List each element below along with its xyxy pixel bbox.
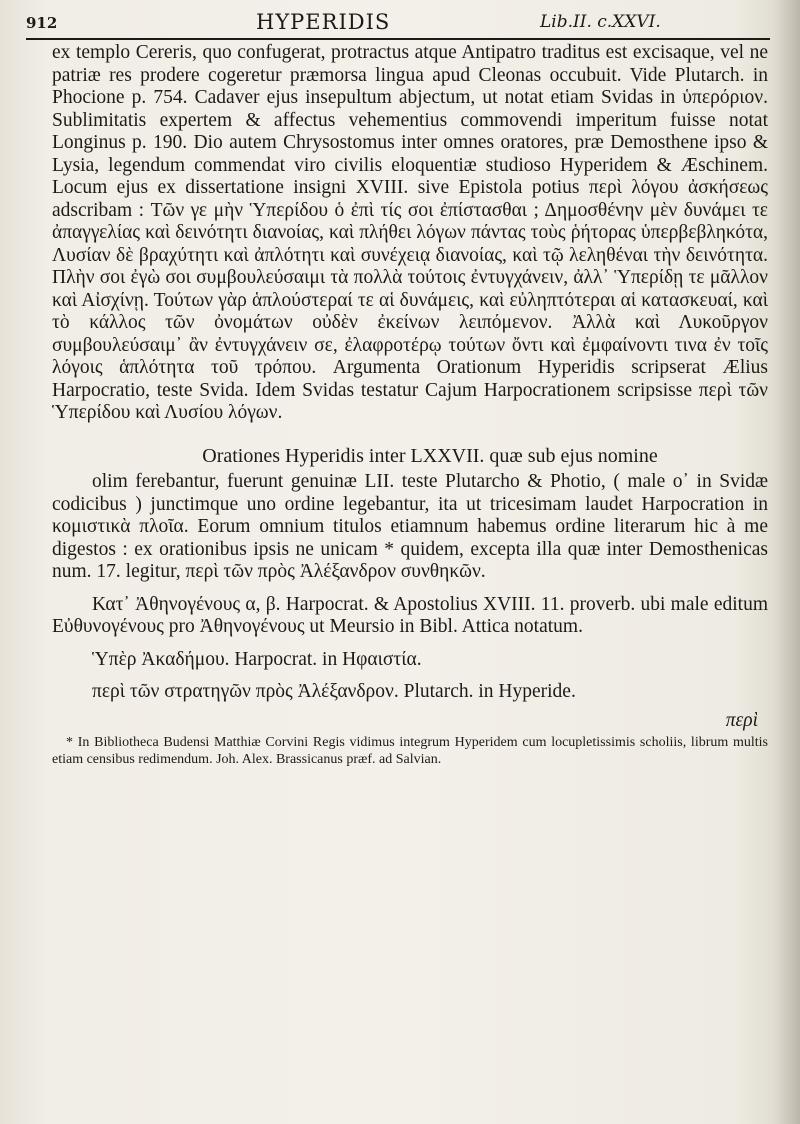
page-edge-shadow [774, 0, 800, 1124]
section-reference: Lib.II. c.XXVI. [540, 12, 661, 32]
running-title: HYPERIDIS [256, 10, 391, 34]
note-athenogenes: Κατ᾿ Ἀθηνογένους α, β. Harpocrat. & Apostolius XVIII. 11. proverb. ubi male editum Εὐθυνογένους pro Ἀθηνογένους ut Meursio in Bibl. Attica notatum. [52, 593, 768, 637]
paragraph-orations: olim ferebantur, fuerunt genuinæ LII. teste Plutarcho & Photio, ( male ο᾽ in Svidæ codicibus ) junctimque uno ordine legebantur, ita ut tricesimam laudet Harpocration in κομιστικὰ πλοῖα. Eorum omnium titulos etiamnum habemus ordine literarum hic à me digestos : ex orationibus ipsis ne unicam * quidem, excepta illa quæ inter Demosthenicas num. 17. legitur, περὶ τῶν πρὸς Ἀλέξανδρον συνθηκῶν. [52, 471, 768, 582]
footnote: * In Bibliotheca Budensi Matthiæ Corvini Regis vidimus integrum Hyperidem cum locupletissimis scholiis, librum multis etiam censibus redimendum. Joh. Alex. Brassicanus præf. ad Salvian. [52, 735, 768, 767]
note-strategoi: περὶ τῶν στρατηγῶν πρὸς Ἀλέξανδρον. Plutarch. in Hyperide. [92, 681, 576, 702]
catchword: περὶ [725, 709, 758, 731]
note-akademos: Ὑπὲρ Ἀκαδήμου. Harpocrat. in Ηφαιστία. [92, 648, 422, 670]
body-text [52, 42, 768, 768]
paragraph-hyperides-fate: ex templo Cereris, quo confugerat, protractus atque Antipatro traditus est excisaque, vel ne patriæ res prodere cogeretur præmorsa lingua apud Cleonas occubuit. Vide Plutarch. in Phocione p. 754. Cadaver ejus insepultum abjectum, ut notat etiam Svidas in ὑπερόριον. Sublimitatis expertem & affectus vehementius commovendi imperitum fuisse notat Longinus p. 190. Dio autem Chrysostomus inter omnes oratores, præ Demosthene ipso & Lysia, legendum commendat viro civilis eloquentiæ studioso Hyperidem & Æschinem. Locum ejus ex dissertatione insigni XVIII. sive Epistola potius περὶ λόγου ἀσκήσεως adscribam : Τῶν γε μὴν Ὑπερίδου ὁ ἐπὶ τίς σοι ἐπίστασθαι ; Δημοσθένην μὲν δυνάμει τε ἀπαγγελίας καὶ δεινότητι διανοίας, καὶ πλήθει λόγων πάντας τοὺς ῥήτορας ὑπερβεβληκότα, Λυσίαν δὲ βραχύτητι καὶ ἀπλότητι καὶ συνέχειᾳ διανοίας, καὶ τῷ λεληθέναι τὴν δεινότητα. Πλὴν σοι ἐγὼ σοι συμβουλεύσαιμι τὰ πολλὰ τούτοις ἐντυγχάνειν, ἀλλ᾿ Ὑπερίδῃ τε μᾶλλον καὶ Αἰσχίνῃ. Τούτων γὰρ ἁπλούστεραί τε αἱ δυνάμεις, καὶ εὐληπτότεραι αἱ κατασκευαί, καὶ τὸ κάλλος τῶν ὀνομάτων οὐδὲν ἐκείνων λειπόμενον. Ἀλλὰ καὶ Λυκοῦργον συμβουλεύσαιμ᾿ ἂν ἐντυγχάνειν σε, ἐλαφροτέρῳ τούτων ὄντι καὶ ἐμφαίνοντι τινα ἐν τοῖς λόγοις ἁπλότητα τοῦ τρόπου. Argumenta Orationum Hyperidis scripserat Ælius Harpocratio, teste Svida. Idem Svidas testatur Cajum Harpocrationem scripsisse περὶ τῶν Ὑπερίδου καὶ Λυσίου λόγων. [52, 42, 768, 423]
page-header [26, 8, 770, 40]
orations-heading: Orationes Hyperidis inter LXXVII. quæ sub ejus nomine [202, 444, 658, 467]
page-number: 912 [26, 14, 58, 32]
